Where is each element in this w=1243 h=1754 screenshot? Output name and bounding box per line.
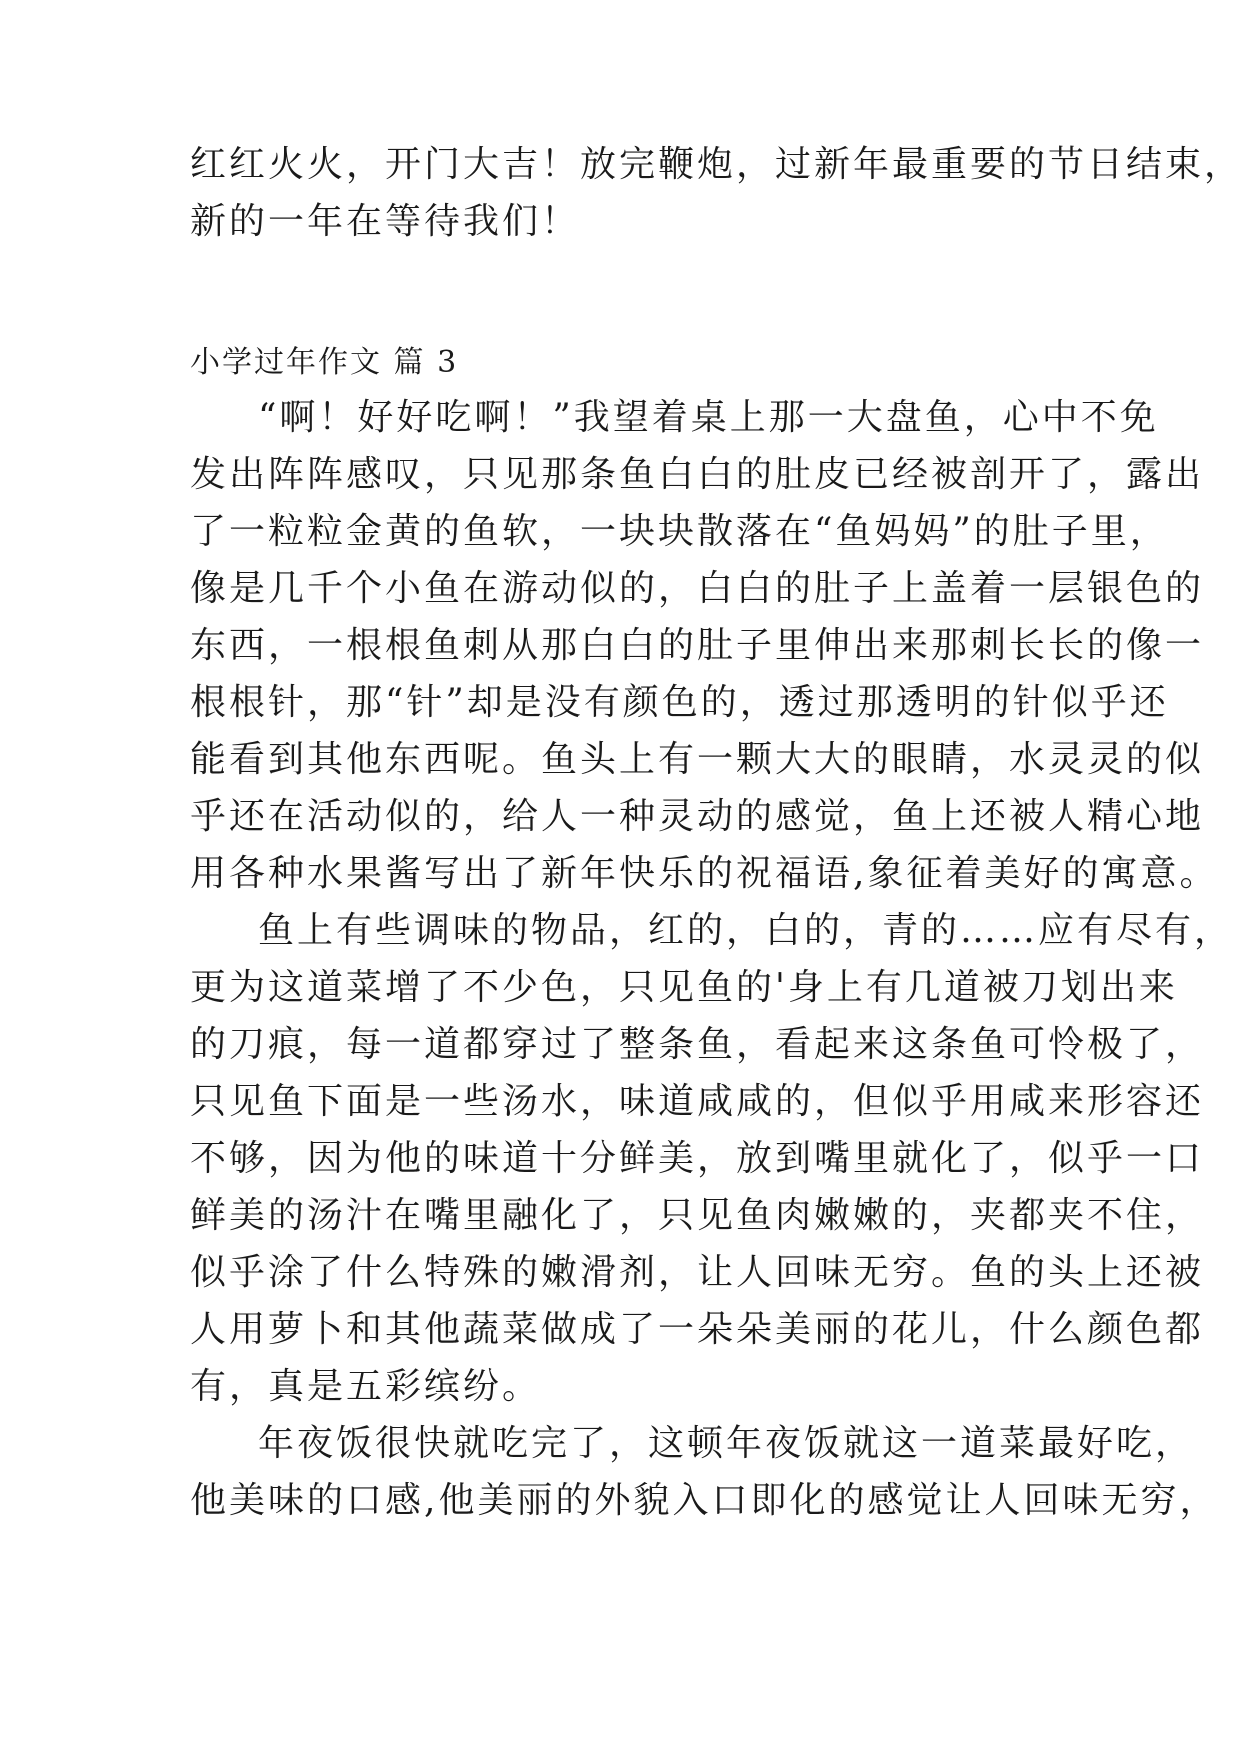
text-line: 的刀痕，每一道都穿过了整条鱼，看起来这条鱼可怜极了， [190,1024,1205,1065]
text-line: 有，真是五彩缤纷。 [190,1366,542,1407]
text-line: 只见鱼下面是一些汤水，味道咸咸的，但似乎用咸来形容还 [190,1081,1205,1122]
paragraph-first-line: “啊！好好吃啊！”我望着桌上那一大盘鱼，心中不免 [258,397,1159,438]
text-line: 东西，一根根鱼刺从那白白的肚子里伸出来那刺长长的像一 [190,625,1205,666]
section-title: 小学过年作文 篇 3 [190,345,459,380]
text-line: 他美味的口感,他美丽的外貌入口即化的感觉让人回味无穷， [190,1480,1219,1521]
paragraph-first-line: 年夜饭很快就吃完了，这顿年夜饭就这一道菜最好吃， [258,1423,1195,1464]
text-line: 乎还在活动似的，给人一种灵动的感觉，鱼上还被人精心地 [190,796,1205,837]
text-line: 了一粒粒金黄的鱼软，一块块散落在“鱼妈妈”的肚子里， [190,511,1169,552]
text-line: 似乎涂了什么特殊的嫩滑剂，让人回味无穷。鱼的头上还被 [190,1252,1205,1293]
text-line: 红红火火，开门大吉！放完鞭炮，过新年最重要的节日结束， [190,144,1243,185]
text-line: 发出阵阵感叹，只见那条鱼白白的肚皮已经被剖开了，露出 [190,454,1205,495]
text-line: 人用萝卜和其他蔬菜做成了一朵朵美丽的花儿，什么颜色都 [190,1309,1205,1350]
text-line: 能看到其他东西呢。鱼头上有一颗大大的眼睛，水灵灵的似 [190,739,1205,780]
text-line: 新的一年在等待我们！ [190,201,581,242]
text-line: 鲜美的汤汁在嘴里融化了，只见鱼肉嫩嫩的，夹都夹不住， [190,1195,1205,1236]
text-line: 根根针，那“针”却是没有颜色的，透过那透明的针似乎还 [190,682,1169,723]
text-line: 像是几千个小鱼在游动似的，白白的肚子上盖着一层银色的 [190,568,1205,609]
text-line: 更为这道菜增了不少色，只见鱼的'身上有几道被刀划出来 [190,967,1178,1008]
text-line: 用各种水果酱写出了新年快乐的祝福语,象征着美好的寓意。 [190,853,1219,894]
text-line: 不够，因为他的味道十分鲜美，放到嘴里就化了，似乎一口 [190,1138,1205,1179]
paragraph-first-line: 鱼上有些调味的物品，红的，白的，青的……应有尽有， [258,910,1234,951]
